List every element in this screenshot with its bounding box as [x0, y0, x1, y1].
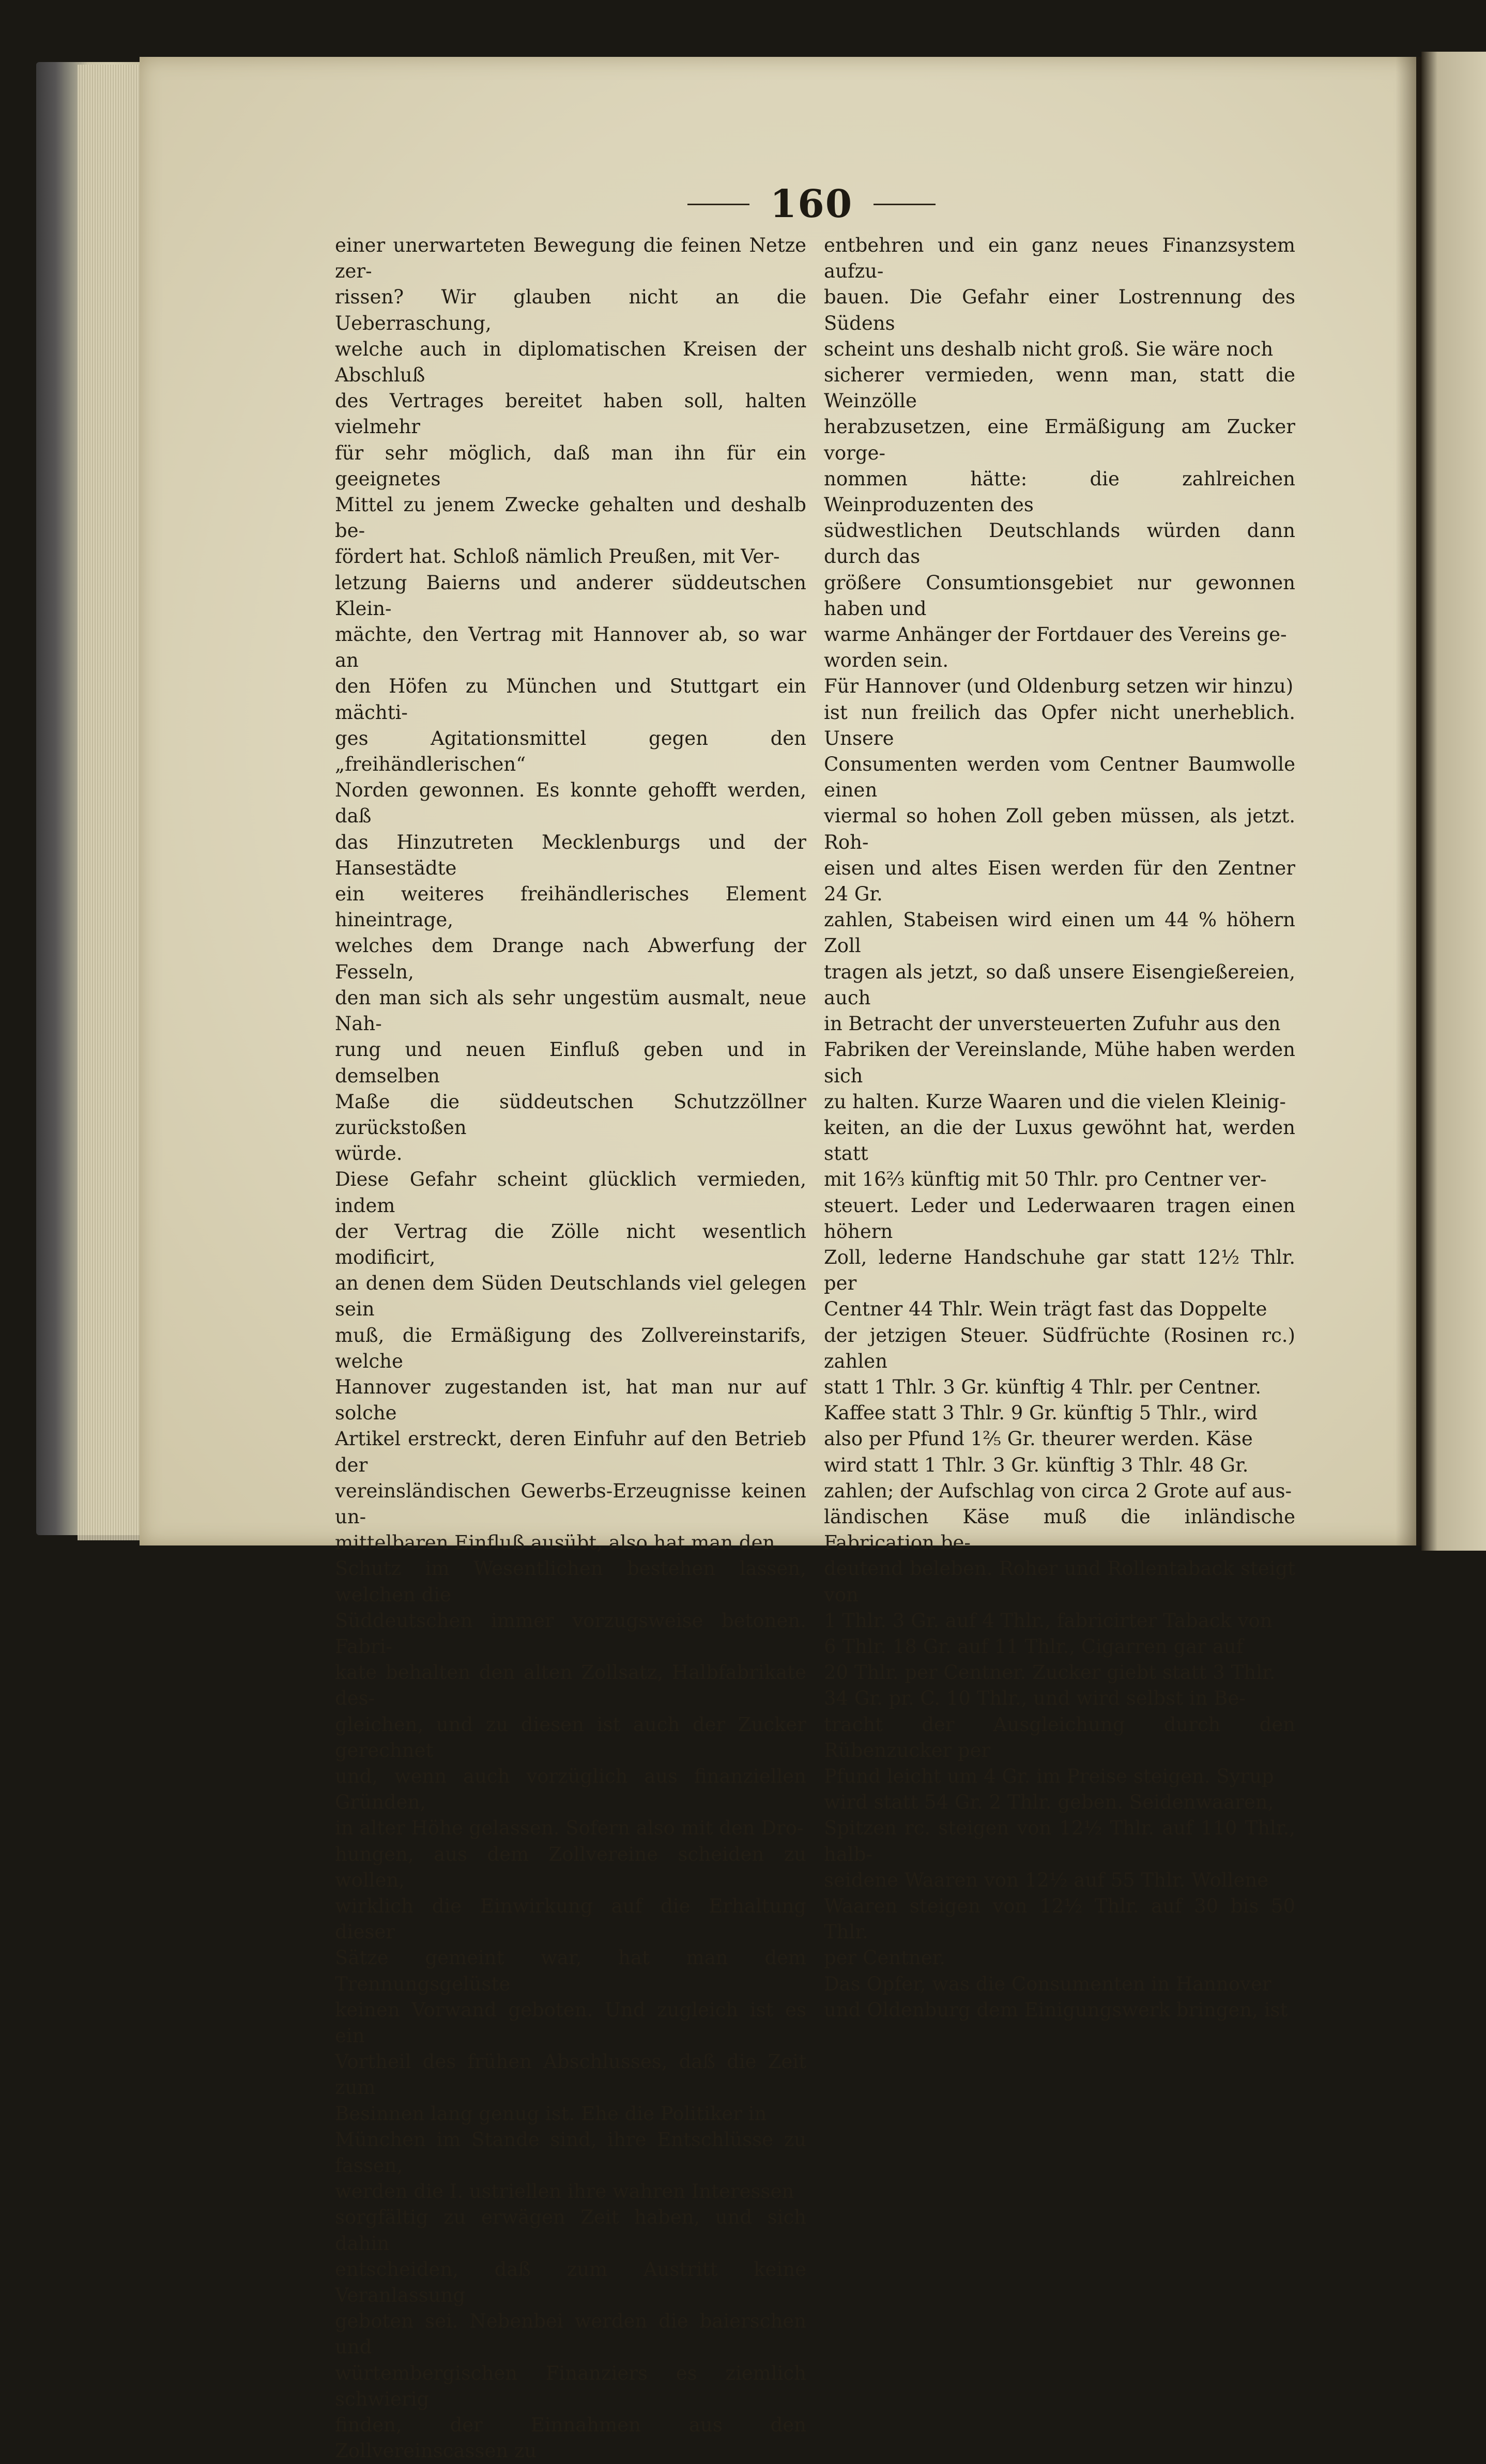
- facing-page-edge: [1421, 52, 1486, 1551]
- text-column-right: entbehren und ein ganz neues Finanzsystem aufzu- bauen. Die Gefahr einer Lostrennung des Südens scheint uns deshalb nicht groß. Sie wäre noch sicherer vermieden, wenn man, statt die Weinzölle herabzusetzen, eine Ermäßigung am Zucker vorge- nommen hätte: die zahlreichen Weinproduzenten des südwestlichen Deutschlands würden dann durch das größere Consumtionsgebiet nur gewonnen haben und warme Anhänger der Fortdauer des Vereins ge- worden sein. Für Hannover (und Oldenburg setzen wir hinzu) ist nun freilich das Opfer nicht unerheblich. Unsere Consumenten werden vom Centner Baumwolle einen viermal so hohen Zoll geben müssen, als jetzt. Roh- eisen und altes Eisen werden für den Zentner 24 Gr. zahlen, Stabeisen wird einen um 44 % höhern Zoll tragen als jetzt, so daß unsere Eisengießereien, auch in Betracht der unversteuerten Zufuhr aus den Fabriken der Vereinslande, Mühe haben werden sich zu halten. Kurze Waaren und die vielen Kleinig- keiten, an die der Luxus gewöhnt hat, werden statt mit 16⅔ künftig mit 50 Thlr. pro Centner ver- steuert. Leder und Lederwaaren tragen einen höhern Zoll, lederne Handschuhe gar statt 12½ Thlr. per Centner 44 Thlr. Wein trägt fast das Doppelte der jetzigen Steuer. Südfrüchte (Rosinen rc.) zahlen statt 1 Thlr. 3 Gr. künftig 4 Thlr. per Centner. Kaffee statt 3 Thlr. 9 Gr. künftig 5 Thlr., wird also per Pfund 1⅖ Gr. theurer werden. Käse wird statt 1 Thlr. 3 Gr. künftig 3 Thlr. 48 Gr. zahlen; der Aufschlag von circa 2 Grote auf aus- ländischen Käse muß die inländische Fabrication be- deutend beleben. Roher und Rollentaback steigt von 1 Thlr. 3 Gr. auf 4 Thlr., fabricirter Taback von 6 Thlr. 18 Gr. auf 11 Thlr., Cigarren gar auf 20 Thlr. per Centner. Zucker giebt statt 3 Thlr. 34 Gr. pr. C. 10 Thlr., und wird selbst in Be- tracht der Ausgleichung durch den Rübenzucker per Pfund leicht um 4 Gr. im Preise steigen. Syrup wird statt 54 Gr. 2 Thlr. geben. Seidenwaaren, Spitzen rc. steigen von 12½ Thlr. auf 110 Thlr., halb- seidene Waaren von 12½ auf 55 Thlr. Wollene Waaren steigen von 12½ Thlr. auf 30 bis 50 Thlr. per Centner. Das Opfer, was die Consumenten in Hannover und Oldenburg dem Einigungswerk bringen, ist: [824, 234, 1295, 2021]
- page-number: 160: [770, 182, 853, 226]
- page-header: [672, 176, 951, 233]
- text-column-left: einer unerwarteten Bewegung die feinen Netze zer- rissen? Wir glauben nicht an die Ueberraschung, welche auch in diplomatischen Kreisen der Abschluß des Vertrages bereitet haben soll, halten vielmehr für sehr möglich, daß man ihn für ein geeignetes Mittel zu jenem Zwecke gehalten und deshalb be- fördert hat. Schloß nämlich Preußen, mit Ver- letzung Baierns und anderer süddeutschen Klein- mächte, den Vertrag mit Hannover ab, so war an den Höfen zu München und Stuttgart ein mächti- ges Agitationsmittel gegen den „freihändlerischen“ Norden gewonnen. Es konnte gehofft werden, daß das Hinzutreten Mecklenburgs und der Hansestädte ein weiteres freihändlerisches Element hineintrage, welches dem Drange nach Abwerfung der Fesseln, den man sich als sehr ungestüm ausmalt, neue Nah- rung und neuen Einfluß geben und in demselben Maße die süddeutschen Schutzzöllner zurückstoßen würde. Diese Gefahr scheint glücklich vermieden, indem der Vertrag die Zölle nicht wesentlich modificirt, an denen dem Süden Deutschlands viel gelegen sein muß, die Ermäßigung des Zollvereinstarifs, welche Hannover zugestanden ist, hat man nur auf solche Artikel erstreckt, deren Einfuhr auf den Betrieb der vereinsländischen Gewerbs-Erzeugnisse keinen un- mittelbaren Einfluß ausübt, also hat man den Schutz im Wesentlichen bestehen lassen, welchen die Süddeutschen immer vorzugsweise betonen. Fabri- kate behalten den alten Zollsatz, Halbfabrikate des- gleichen, und zu diesen ist auch der Zucker gerechnet und, wenn auch vorzüglich aus finanziellen Gründen, in alter Höhe gelassen. Sofern also mit den Dro- hungen, aus dem Zollvereine scheiden zu wollen, wirklich die Einwirkung auf die Erhaltung dieser Sätze gemeint war, hat man dem Trennungsgelüste keinen Vorwand geboten. Und zugleich ist es ein Vortheil des frühen Abschlusses, daß die Zeit zum Besinnen lang genug ist. Ehe die Politiker in München im Stande sind, ihre Entschlüsse zu fassen, werden die I. ustriellen ihre wahren Interessen sorgfältig zu erwägen Zeit haben, und sich dahin entscheiden, daß zum Austritt keine Veranlassung geboten sei. Nebenbei werden die baierschen und würtembergischen Finanziers es ziemlich schwierig finden, der Einnahmen aus den Zollvereinscassen zu: [335, 234, 806, 2462]
- page-stack-edge: [78, 65, 147, 1540]
- header-rule-right: [874, 204, 936, 205]
- header-rule-left: [687, 204, 749, 205]
